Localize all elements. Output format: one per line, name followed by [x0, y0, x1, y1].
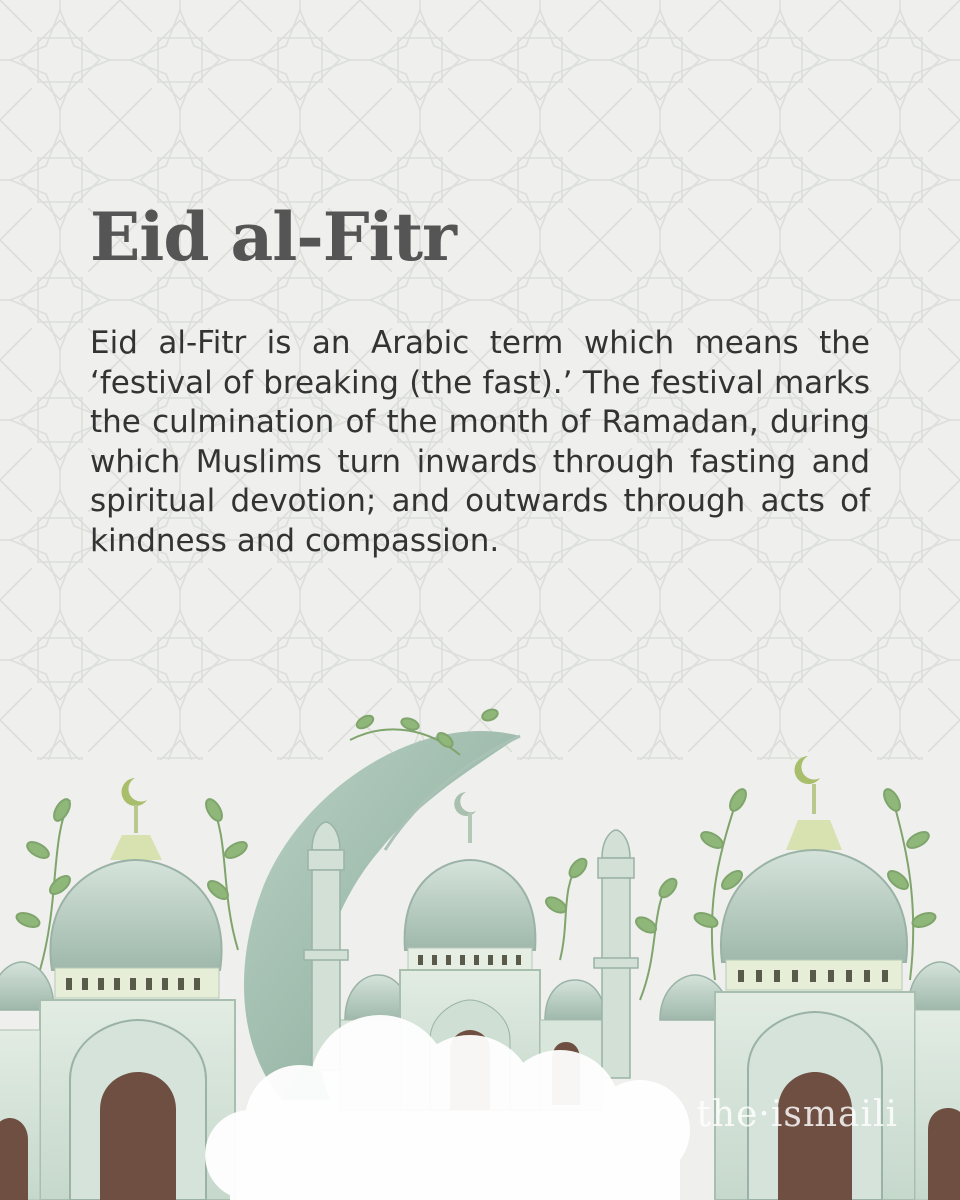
mosque-dome-left [40, 778, 235, 1200]
card-description: Eid al-Fitr is an Arabic term which means the ‘festival of breaking (the fast).’ The festival marks the culmination of the month of Ramadan, during which Muslims turn inwards through fasting and spiritual devotion; and outwards through acts of kindness and compassion. [90, 325, 870, 559]
brand-watermark: the·ismaili [696, 1094, 898, 1135]
card-title: Eid al-Fitr [90, 198, 456, 276]
